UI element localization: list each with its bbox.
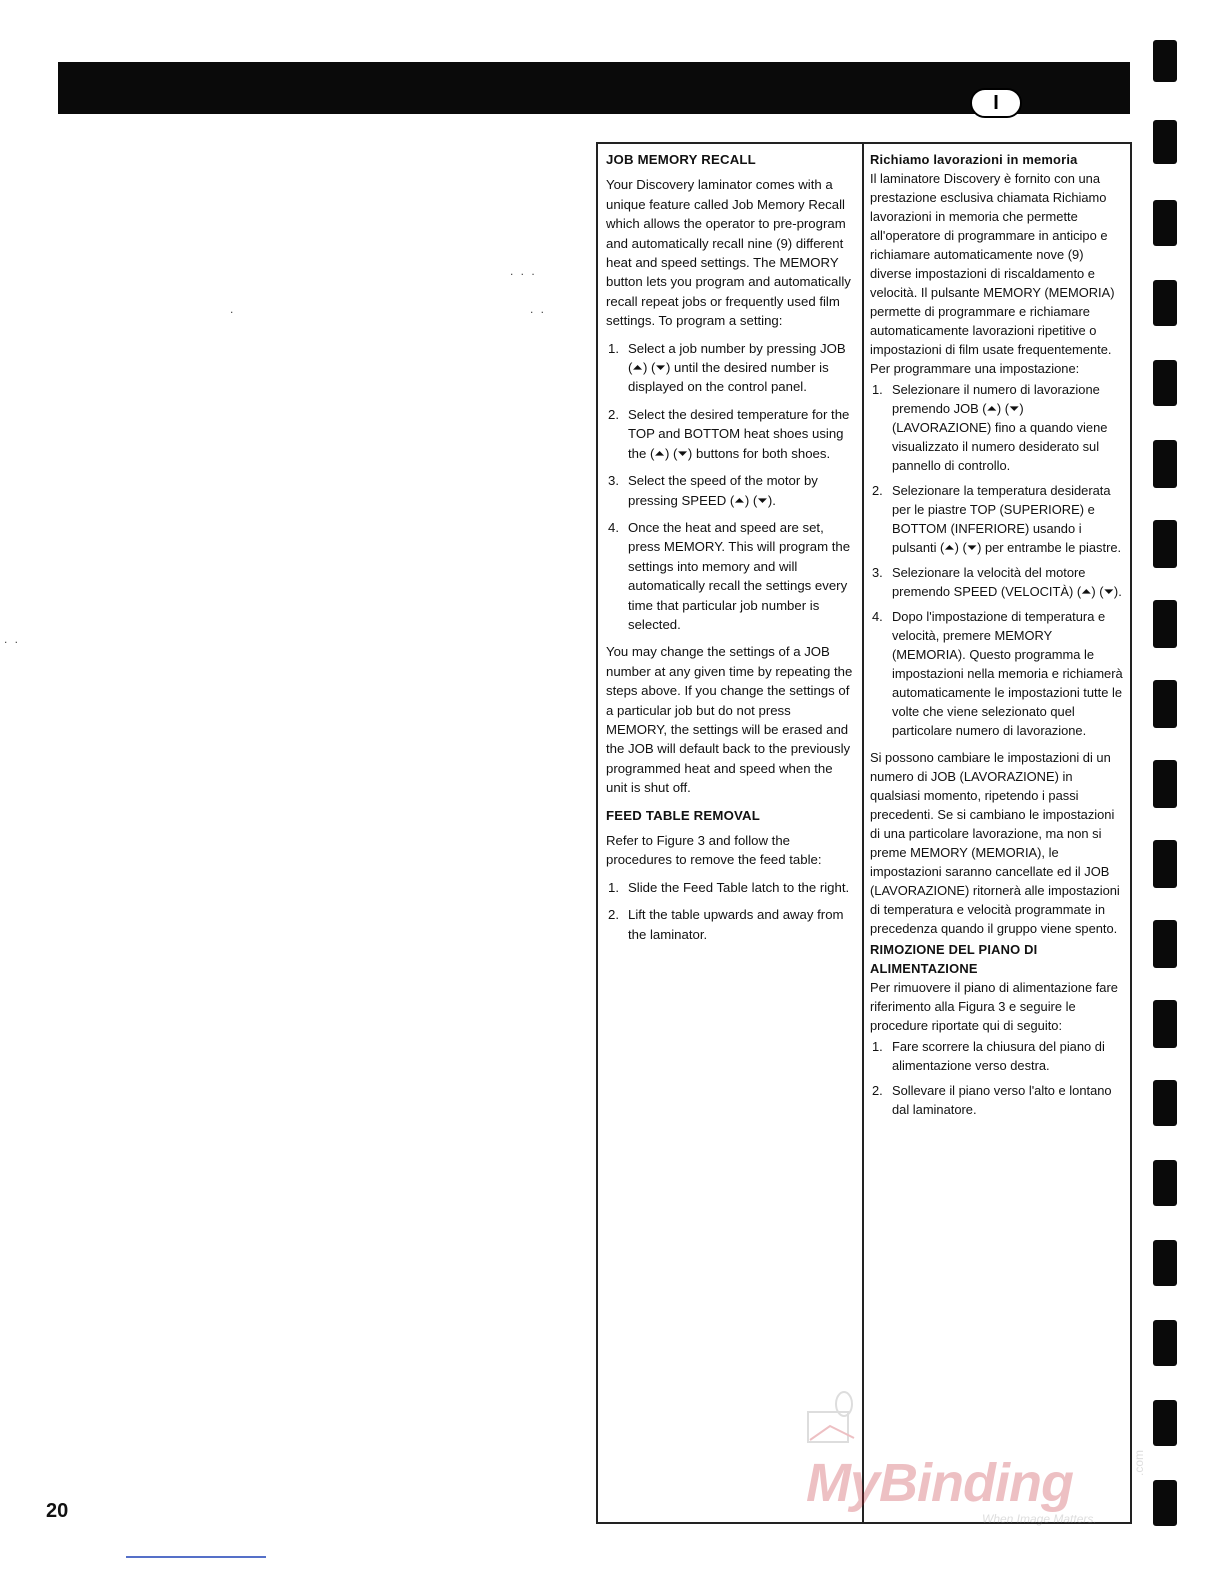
list-item bbox=[870, 380, 1124, 475]
page-number: 20 bbox=[46, 1500, 69, 1522]
step-number: 1. bbox=[872, 1039, 883, 1054]
step-number: 3. bbox=[608, 473, 619, 489]
feed-table-steps-it bbox=[870, 1037, 1124, 1119]
watermark-tagline: When Image Matters. bbox=[982, 1512, 1097, 1526]
job-memory-steps bbox=[606, 339, 854, 635]
edge-tab bbox=[1153, 680, 1177, 728]
list-item bbox=[606, 471, 854, 510]
language-badge: I bbox=[970, 88, 1022, 118]
feed-table-intro-it: Per rimuovere il piano di alimentazione fare riferimento alla Figura 3 e seguire le procedure riportate qui di seguito: bbox=[870, 980, 1118, 1033]
list-item bbox=[870, 1081, 1124, 1119]
scan-speck: . . bbox=[530, 302, 547, 316]
job-memory-steps-it bbox=[870, 380, 1124, 740]
list-item bbox=[606, 339, 854, 397]
edge-tab bbox=[1153, 200, 1177, 246]
edge-tab bbox=[1153, 760, 1177, 808]
edge-tab bbox=[1153, 600, 1177, 648]
scan-speck: . bbox=[230, 302, 236, 316]
step-text: Selezionare la velocità del motore premendo SPEED (VELOCITÀ) (⏶) (⏷). bbox=[892, 565, 1122, 599]
edge-tab bbox=[1153, 1080, 1177, 1126]
edge-tab bbox=[1153, 1240, 1177, 1286]
italian-column bbox=[862, 142, 1132, 1524]
step-number: 4. bbox=[608, 519, 619, 535]
edge-tab bbox=[1153, 1000, 1177, 1048]
step-text: Selezionare il numero di lavorazione premendo JOB (⏶) (⏷) (LAVORAZIONE) fino a quando viene visualizzato il numero desiderato sul pannello di controllo. bbox=[892, 382, 1108, 473]
edge-tab bbox=[1153, 840, 1177, 888]
step-text: Select the desired temperature for the TOP and BOTTOM heat shoes using the (⏶) (⏷) buttons for both shoes. bbox=[628, 406, 850, 461]
list-item bbox=[870, 1037, 1124, 1075]
job-memory-heading-it: Richiamo lavorazioni in memoria bbox=[870, 152, 1078, 167]
feed-table-heading: FEED TABLE REMOVAL bbox=[606, 807, 761, 823]
scan-speck: . . . bbox=[510, 264, 537, 278]
edge-tab bbox=[1153, 920, 1177, 968]
job-memory-intro: Your Discovery laminator comes with a unique feature called Job Memory Recall which allows the operator to pre-program and automatically recall nine (9) different heat and speed settings. The MEMORY button lets you program and automatically recall repeat jobs or frequently used film settings. To program a setting: bbox=[606, 177, 851, 329]
list-item bbox=[606, 405, 854, 463]
edge-tab bbox=[1153, 440, 1177, 488]
edge-tab bbox=[1153, 360, 1177, 406]
edge-tab bbox=[1153, 1160, 1177, 1206]
list-item bbox=[606, 518, 854, 634]
step-number: 2. bbox=[872, 1083, 883, 1098]
edge-tab bbox=[1153, 40, 1177, 82]
step-number: 1. bbox=[608, 340, 619, 356]
feed-table-heading-it: RIMOZIONE DEL PIANO DI ALIMENTAZIONE bbox=[870, 942, 1038, 976]
feed-table-steps bbox=[606, 878, 854, 944]
footer-link-underline bbox=[126, 1556, 266, 1558]
header-bar bbox=[58, 62, 1130, 114]
step-number: 4. bbox=[872, 609, 883, 624]
step-text: Slide the Feed Table latch to the right. bbox=[628, 879, 850, 895]
list-item bbox=[606, 905, 854, 944]
step-text: Fare scorrere la chiusura del piano di alimentazione verso destra. bbox=[892, 1039, 1105, 1073]
edge-tab bbox=[1153, 1480, 1177, 1526]
step-text: Selezionare la temperatura desiderata per le piastre TOP (SUPERIORE) e BOTTOM (INFERIORE) usando i pulsanti (⏶) (⏷) per entrambe le piastre. bbox=[892, 483, 1122, 555]
step-text: Once the heat and speed are set, press MEMORY. This will program the settings into memory and will automatically recall the settings every time that particular job number is selected. bbox=[628, 519, 851, 632]
edge-tab bbox=[1153, 280, 1177, 326]
step-text: Sollevare il piano verso l'alto e lontano dal laminatore. bbox=[892, 1083, 1112, 1117]
scan-speck: . . bbox=[4, 632, 21, 646]
list-item bbox=[870, 481, 1124, 557]
watermark-brand: MyBinding bbox=[806, 1453, 1073, 1513]
job-memory-note: You may change the settings of a JOB number at any given time by repeating the steps above. If you change the settings of a particular job but do not press MEMORY, the settings will be erased and the JOB will default back to the previously programmed heat and speed when the unit is shut off. bbox=[606, 644, 853, 796]
step-number: 2. bbox=[608, 406, 619, 422]
step-text: Lift the table upwards and away from the laminator. bbox=[628, 907, 844, 942]
job-memory-heading: JOB MEMORY RECALL bbox=[606, 152, 756, 167]
feed-table-intro: Refer to Figure 3 and follow the procedures to remove the feed table: bbox=[606, 833, 822, 868]
watermark-domain: .com bbox=[1132, 1449, 1146, 1476]
job-memory-intro-it: Il laminatore Discovery è fornito con una prestazione esclusiva chiamata Richiamo lavorazioni in memoria che permette all'operatore di programmare in anticipo e richiamare automaticamente nove (9) diverse impostazioni di riscaldamento e velocità. Il pulsante MEMORY (MEMORIA) permette di programmare e richiamare automaticamente lavorazioni ripetitive o impostazioni di film usate frequentemente. Per programmare una impostazione: bbox=[870, 171, 1115, 376]
edge-index-tabs bbox=[1150, 36, 1180, 1566]
edge-tab bbox=[1153, 120, 1177, 164]
english-column bbox=[596, 142, 862, 1524]
step-number: 2. bbox=[872, 483, 883, 498]
edge-tab bbox=[1153, 1400, 1177, 1446]
step-text: Dopo l'impostazione di temperatura e velocità, premere MEMORY (MEMORIA). Questo programma le impostazioni nella memoria e richiamerà automaticamente le impostazioni tutte le volte che viene selezionato quel particolare numero di lavorazione. bbox=[892, 609, 1123, 738]
list-item bbox=[870, 563, 1124, 601]
step-text: Select the speed of the motor by pressing SPEED (⏶) (⏷). bbox=[628, 473, 818, 508]
step-number: 2. bbox=[608, 907, 619, 923]
step-text: Select a job number by pressing JOB (⏶) (⏷) until the desired number is displayed on the control panel. bbox=[628, 340, 846, 395]
edge-tab bbox=[1153, 1320, 1177, 1366]
edge-tab bbox=[1153, 520, 1177, 568]
list-item bbox=[870, 607, 1124, 740]
step-number: 1. bbox=[872, 382, 883, 397]
step-number: 3. bbox=[872, 565, 883, 580]
list-item bbox=[606, 878, 854, 897]
step-number: 1. bbox=[608, 879, 619, 895]
job-memory-note-it: Si possono cambiare le impostazioni di un numero di JOB (LAVORAZIONE) in qualsiasi momento, ripetendo i passi precedenti. Se si cambiano le impostazioni di una particolare lavorazione, ma non si preme MEMORY (MEMORIA), le impostazioni saranno cancellate ed il JOB (LAVORAZIONE) ritornerà alle impostazioni di temperatura e velocità programmate in precedenza quando il gruppo viene spento. bbox=[870, 750, 1120, 936]
